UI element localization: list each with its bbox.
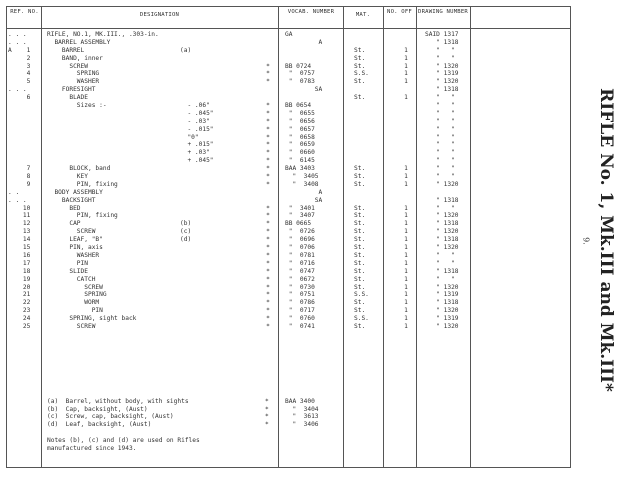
quantity-cell: 1	[404, 165, 408, 173]
vocab-cell: " 0655	[285, 109, 315, 117]
quantity-cell: 1	[404, 315, 408, 323]
vocab-cell: " 0760	[285, 315, 315, 323]
ref-cell: 2	[8, 54, 31, 62]
quantity-cell: 1	[404, 236, 408, 244]
table-row	[0, 94, 565, 102]
drawing-cell: " "	[425, 46, 455, 54]
ref-cell: 22	[8, 299, 31, 307]
vocab-cell: " 3401	[285, 204, 315, 212]
star-cell: *	[266, 212, 270, 220]
drawing-cell: " "	[425, 109, 455, 117]
table-row	[0, 165, 565, 173]
material-cell: St.	[354, 283, 366, 291]
note-cell: (c)	[180, 228, 192, 236]
designation-cell: SCREW	[47, 322, 96, 330]
star-cell: *	[266, 322, 270, 330]
star-cell: *	[266, 267, 270, 275]
star-cell: *	[266, 220, 270, 228]
designation-cell: BLADE	[47, 94, 88, 102]
drawing-cell: " 1320	[425, 322, 459, 330]
header-vocab-number: VOCAB. NUMBER	[287, 9, 335, 15]
vocab-cell: " 0658	[285, 133, 315, 141]
star-cell: *	[265, 405, 269, 413]
header-designation: DESIGNATION	[139, 12, 180, 18]
ref-cell: 21	[8, 291, 31, 299]
note-cell: + .03"	[180, 149, 210, 157]
table-row	[0, 307, 565, 315]
quantity-cell: 1	[404, 46, 408, 54]
material-cell: St.	[354, 251, 366, 259]
table-row	[0, 118, 565, 126]
star-cell: *	[265, 413, 269, 420]
material-cell: St.	[354, 78, 366, 86]
star-cell: *	[266, 173, 270, 181]
ref-cell: 3	[8, 62, 31, 70]
header-divider	[6, 28, 571, 29]
drawing-cell: " "	[425, 54, 455, 62]
quantity-cell: 1	[404, 78, 408, 86]
ref-cell: . .	[8, 188, 20, 196]
table-row	[0, 220, 565, 228]
drawing-cell: SAID 1317	[425, 31, 459, 38]
designation-cell: BODY ASSEMBLY	[47, 188, 103, 196]
quantity-cell: 1	[404, 212, 408, 220]
material-cell: St.	[354, 94, 366, 102]
star-cell: *	[266, 180, 270, 188]
table-row	[0, 149, 565, 157]
drawing-cell: " "	[425, 149, 455, 157]
vocab-cell: " 0656	[285, 117, 315, 125]
vocab-cell: BB 0665	[285, 220, 312, 228]
material-cell: St.	[354, 46, 366, 54]
designation-cell: PIN, fixing	[47, 212, 118, 220]
table-row	[0, 212, 565, 220]
table-row	[0, 55, 565, 63]
star-cell: *	[265, 398, 269, 405]
vocab-cell: " 0741	[285, 322, 315, 330]
star-cell: *	[266, 275, 270, 283]
drawing-cell: " 1319	[425, 70, 459, 78]
quantity-cell: 1	[404, 322, 408, 330]
star-cell: *	[266, 259, 270, 267]
material-cell: S.S.	[354, 70, 369, 78]
material-cell: St.	[354, 180, 366, 188]
table-row	[0, 291, 565, 299]
ref-cell: 24	[8, 315, 31, 323]
vocab-cell: " 0657	[285, 125, 315, 133]
designation-cell: Sizes :-	[47, 102, 107, 110]
vocab-cell: " 6145	[285, 157, 315, 165]
drawing-cell: " 1320	[425, 212, 459, 220]
drawing-cell: " 1320	[425, 283, 459, 291]
table-row	[0, 70, 565, 78]
note-line	[47, 421, 357, 429]
ref-cell: A 1	[8, 46, 31, 54]
table-row	[0, 173, 565, 181]
table-row	[0, 141, 565, 149]
drawing-cell: " "	[425, 125, 455, 133]
star-cell: *	[266, 109, 270, 117]
vocab-cell: " 0660	[285, 149, 315, 157]
vocab-cell: BAA 3400	[285, 398, 315, 405]
drawing-cell: " 1318	[425, 267, 459, 275]
ref-cell: 5	[8, 78, 31, 86]
quantity-cell: 1	[404, 299, 408, 307]
drawing-cell: " 1319	[425, 315, 459, 323]
ref-cell: 7	[8, 165, 31, 173]
table-row	[0, 315, 565, 323]
vocab-cell: " 0786	[285, 299, 315, 307]
vocab-cell: " 0717	[285, 307, 315, 315]
designation-cell: PIN	[47, 259, 88, 267]
ref-cell: 8	[8, 173, 31, 181]
material-cell: St.	[354, 299, 366, 307]
vocab-cell: " 0672	[285, 275, 315, 283]
table-row	[0, 268, 565, 276]
note-cell: "0"	[180, 133, 199, 141]
designation-cell: CATCH	[47, 275, 96, 283]
vocab-cell: " 3405	[285, 173, 319, 181]
star-cell: *	[266, 149, 270, 157]
designation-cell: SPRING	[47, 291, 107, 299]
designation-cell: WASHER	[47, 251, 100, 259]
table-row	[0, 63, 565, 71]
table-row	[0, 276, 565, 284]
table-row	[0, 39, 565, 47]
vocab-cell: GA	[285, 31, 293, 38]
drawing-cell: " 1318	[425, 86, 459, 94]
header-no-off: NO. OFF	[387, 9, 412, 15]
footnote	[47, 437, 200, 452]
note-cell: (d)	[180, 236, 192, 244]
vocab-cell: " 3406	[285, 420, 319, 428]
star-cell: *	[266, 291, 270, 299]
star-cell: *	[266, 283, 270, 291]
vocab-cell: BB 0724	[285, 62, 312, 70]
drawing-cell: " 1320	[425, 228, 459, 236]
designation-cell: SLIDE	[47, 267, 88, 275]
star-cell: *	[266, 236, 270, 244]
vocab-cell: BB 0654	[285, 102, 312, 110]
vocab-cell: A	[285, 38, 323, 46]
parts-table-body	[0, 31, 565, 331]
vocab-cell: " 0696	[285, 236, 315, 244]
drawing-cell: " 1318	[425, 38, 459, 46]
quantity-cell: 1	[404, 291, 408, 299]
quantity-cell: 1	[404, 259, 408, 267]
vocab-cell: " 3407	[285, 212, 315, 220]
material-cell: St.	[354, 307, 366, 315]
quantity-cell: 1	[404, 228, 408, 236]
designation-cell: BED	[47, 204, 81, 212]
drawing-cell: " "	[425, 94, 455, 102]
star-cell: *	[266, 299, 270, 307]
designation-cell: WORM	[47, 299, 100, 307]
quantity-cell: 1	[404, 70, 408, 78]
table-row	[0, 205, 565, 213]
vocab-cell: " 0730	[285, 283, 315, 291]
table-row	[0, 157, 565, 165]
ref-cell: 10	[8, 204, 31, 212]
drawing-cell: " "	[425, 204, 455, 212]
quantity-cell: 1	[404, 54, 408, 62]
table-row	[0, 228, 565, 236]
vocab-cell: " 3613	[285, 413, 319, 420]
ref-cell: 15	[8, 244, 31, 252]
table-row	[0, 181, 565, 189]
star-cell: *	[266, 315, 270, 323]
vocab-cell: " 3408	[285, 180, 319, 188]
drawing-cell: " 1318	[425, 299, 459, 307]
table-row	[0, 260, 565, 268]
vocab-cell: " 0781	[285, 251, 315, 259]
designation-cell: SCREW	[47, 283, 103, 291]
vocab-cell: A	[285, 188, 323, 196]
page-title: RIFLE No. 1, Mk.III and Mk.III*	[596, 88, 616, 392]
note-cell: (b)	[180, 220, 192, 228]
star-cell: *	[266, 70, 270, 78]
quantity-cell: 1	[404, 267, 408, 275]
vocab-cell: " 0747	[285, 267, 315, 275]
header-ref-no: REF. NO.	[10, 9, 39, 15]
note-text: (a) Barrel, without body, with sights	[47, 398, 189, 405]
star-cell: *	[266, 133, 270, 141]
designation-cell: PIN, axis	[47, 244, 103, 252]
material-cell: St.	[354, 236, 366, 244]
table-row	[0, 126, 565, 134]
designation-cell: CAP	[47, 220, 81, 228]
table-row	[0, 197, 565, 205]
ref-cell: 25	[8, 322, 31, 330]
material-cell: St.	[354, 204, 366, 212]
quantity-cell: 1	[404, 307, 408, 315]
designation-cell: SCREW	[47, 228, 96, 236]
drawing-cell: " "	[425, 102, 455, 110]
note-cell: - .045"	[180, 109, 214, 117]
star-cell: *	[266, 165, 270, 173]
material-cell: St.	[354, 228, 366, 236]
designation-cell: BACKSIGHT	[47, 196, 96, 204]
designation-cell: SPRING	[47, 70, 100, 78]
material-cell: S.S.	[354, 315, 369, 323]
ref-cell: 16	[8, 251, 31, 259]
quantity-cell: 1	[404, 204, 408, 212]
drawing-cell: " 1320	[425, 78, 459, 86]
quantity-cell: 1	[404, 275, 408, 283]
table-row	[0, 252, 565, 260]
material-cell: St.	[354, 267, 366, 275]
designation-cell: RIFLE, NO.1, MK.III., .303-in.	[47, 31, 159, 38]
material-cell: St.	[354, 62, 366, 70]
note-text: (d) Leaf, backsight, (Aust)	[47, 420, 152, 428]
ref-cell: 17	[8, 259, 31, 267]
table-row	[0, 284, 565, 292]
drawing-cell: " 1320	[425, 180, 459, 188]
table-row	[0, 189, 565, 197]
footnote-line-1: Notes (b), (c) and (d) are used on Rifles	[47, 437, 200, 444]
designation-cell: FORESIGHT	[47, 86, 96, 94]
designation-cell: BARREL ASSEMBLY	[47, 38, 111, 46]
table-row	[0, 134, 565, 142]
star-cell: *	[266, 117, 270, 125]
vocab-cell: " 0751	[285, 291, 315, 299]
ref-cell: 13	[8, 228, 31, 236]
drawing-cell: " 1318	[425, 220, 459, 228]
table-row	[0, 102, 565, 110]
designation-cell: BARREL	[47, 46, 85, 54]
star-cell: *	[266, 62, 270, 70]
star-cell: *	[266, 307, 270, 315]
material-cell: St.	[354, 244, 366, 252]
quantity-cell: 1	[404, 62, 408, 70]
vocab-cell: " 0783	[285, 78, 315, 86]
note-text: (b) Cap, backsight, (Aust)	[47, 405, 148, 413]
ref-cell: 11	[8, 212, 31, 220]
vocab-cell: " 0757	[285, 70, 315, 78]
star-cell: *	[266, 204, 270, 212]
material-cell: St.	[354, 173, 366, 181]
vocab-cell: BAA 3403	[285, 165, 315, 173]
material-cell: St.	[354, 259, 366, 267]
vocab-cell: SA	[285, 196, 323, 204]
table-row	[0, 47, 565, 55]
table-row	[0, 110, 565, 118]
drawing-cell: " "	[425, 173, 455, 181]
designation-cell: KEY	[47, 173, 88, 181]
note-cell: - .03"	[180, 117, 210, 125]
drawing-cell: " 1318	[425, 236, 459, 244]
drawing-cell: " 1320	[425, 307, 459, 315]
star-cell: *	[266, 157, 270, 165]
ref-cell: 18	[8, 267, 31, 275]
vocab-cell: " 0659	[285, 141, 315, 149]
star-cell: *	[266, 102, 270, 110]
note-cell: + .045"	[180, 157, 214, 165]
table-row	[0, 86, 565, 94]
drawing-cell: " "	[425, 275, 455, 283]
drawing-cell: " 1318	[425, 196, 459, 204]
note-line	[47, 413, 357, 421]
designation-cell: BLOCK, band	[47, 165, 111, 173]
ref-cell: 23	[8, 307, 31, 315]
material-cell: St.	[354, 212, 366, 220]
vocab-cell: SA	[285, 86, 323, 94]
star-cell: *	[266, 141, 270, 149]
star-cell: *	[266, 244, 270, 252]
star-cell: *	[266, 228, 270, 236]
note-cell: + .015"	[180, 141, 214, 149]
drawing-cell: " 1320	[425, 62, 459, 70]
table-row	[0, 299, 565, 307]
ref-cell: 9	[8, 180, 31, 188]
designation-cell: BAND, inner	[47, 54, 103, 62]
header-drawing-number: DRAWING NUMBER	[418, 9, 468, 15]
material-cell: St.	[354, 220, 366, 228]
designation-cell: SCREW	[47, 62, 88, 70]
ref-cell: . . .	[8, 38, 27, 46]
note-text: (c) Screw, cap, backsight, (Aust)	[47, 413, 174, 420]
material-cell: St.	[354, 322, 366, 330]
table-row	[0, 323, 565, 331]
drawing-cell: " "	[425, 165, 455, 173]
designation-cell: LEAF, "B"	[47, 236, 103, 244]
star-cell: *	[265, 420, 269, 428]
drawing-cell: " "	[425, 141, 455, 149]
ref-cell: 14	[8, 236, 31, 244]
ref-cell: 6	[8, 94, 31, 102]
designation-cell: PIN, fixing	[47, 180, 118, 188]
vocab-cell: " 0726	[285, 228, 315, 236]
drawing-cell: " "	[425, 157, 455, 165]
quantity-cell: 1	[404, 244, 408, 252]
table-row	[0, 31, 565, 39]
vocab-cell: " 0716	[285, 259, 315, 267]
drawing-cell: " "	[425, 251, 455, 259]
note-cell: - .06"	[180, 102, 210, 110]
drawing-cell: " "	[425, 259, 455, 267]
note-cell: - .015"	[180, 125, 214, 133]
note-line	[47, 406, 357, 414]
note-line	[47, 398, 357, 406]
quantity-cell: 1	[404, 180, 408, 188]
ref-cell: . . .	[8, 31, 27, 38]
page-number: 9.	[581, 237, 591, 245]
vocab-cell: " 3404	[285, 405, 319, 413]
quantity-cell: 1	[404, 173, 408, 181]
variant-notes	[47, 398, 357, 428]
quantity-cell: 1	[404, 220, 408, 228]
ref-cell: 12	[8, 220, 31, 228]
ref-cell: . . .	[8, 196, 27, 204]
material-cell: S.S.	[354, 291, 369, 299]
ref-cell: 20	[8, 283, 31, 291]
designation-cell: PIN	[47, 307, 103, 315]
ref-cell: . . .	[8, 86, 27, 94]
table-row	[0, 244, 565, 252]
ref-cell: 4	[8, 70, 31, 78]
quantity-cell: 1	[404, 283, 408, 291]
drawing-cell: " "	[425, 133, 455, 141]
table-row	[0, 78, 565, 86]
note-cell: (a)	[180, 46, 192, 54]
quantity-cell: 1	[404, 94, 408, 102]
ref-cell: 19	[8, 275, 31, 283]
star-cell: *	[266, 78, 270, 86]
footnote-line-2: manufactured since 1943.	[47, 444, 137, 452]
material-cell: St.	[354, 54, 366, 62]
quantity-cell: 1	[404, 251, 408, 259]
table-row	[0, 236, 565, 244]
drawing-cell: " 1319	[425, 291, 459, 299]
drawing-cell: " "	[425, 117, 455, 125]
star-cell: *	[266, 125, 270, 133]
star-cell: *	[266, 251, 270, 259]
vocab-cell: " 0706	[285, 244, 315, 252]
header-mat: MAT.	[355, 12, 371, 18]
material-cell: St.	[354, 165, 366, 173]
drawing-cell: " 1320	[425, 244, 459, 252]
designation-cell: SPRING, sight back	[47, 315, 137, 323]
designation-cell: WASHER	[47, 78, 100, 86]
material-cell: St.	[354, 275, 366, 283]
